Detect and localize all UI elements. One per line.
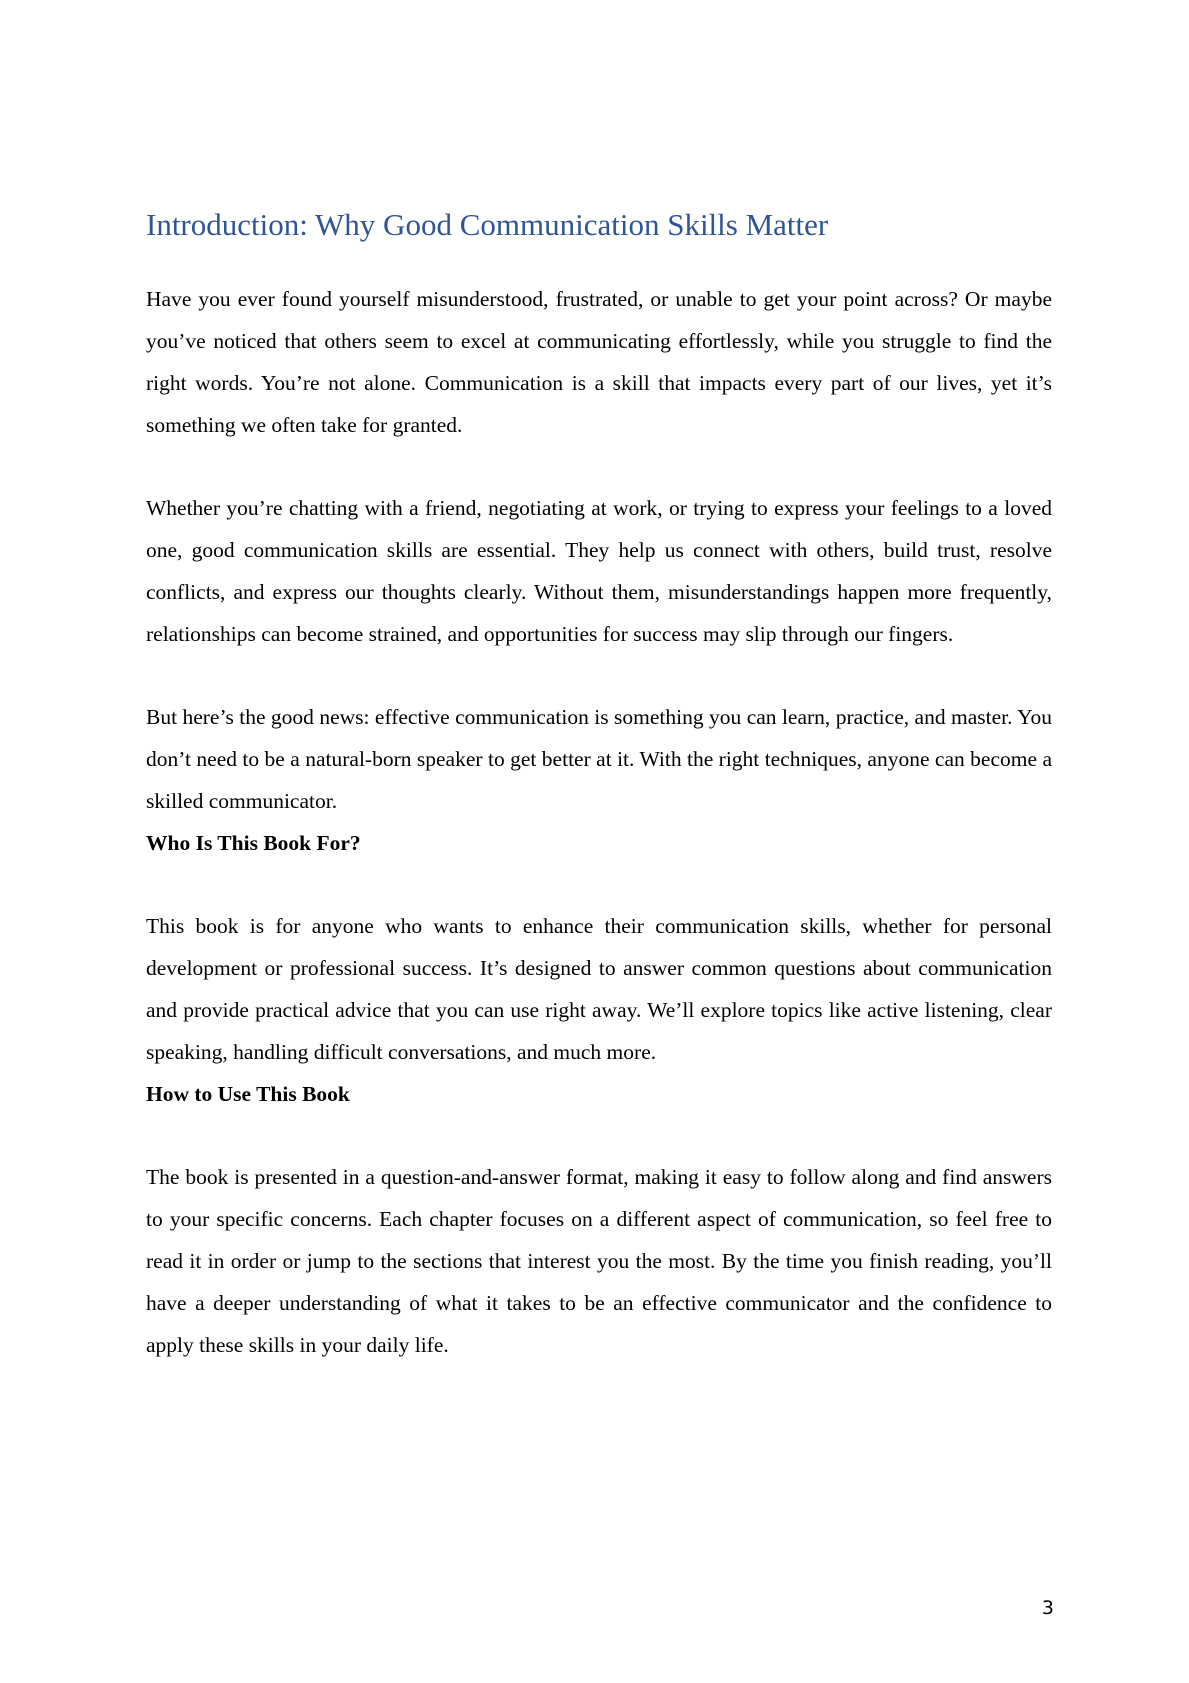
page-title: Introduction: Why Good Communication Skills Matter — [146, 207, 829, 242]
intro-paragraph-1: Have you ever found yourself misunderstood, frustrated, or unable to get your point across? Or maybe you’ve noticed that others seem to excel at communicating effortlessly, while you struggle to find the right words. You’re not alone. Communication is a skill that impacts every part of our lives, yet it’s something we often take for granted. — [146, 287, 1052, 437]
section-heading-who: Who Is This Book For? — [146, 831, 361, 855]
intro-paragraph-2: Whether you’re chatting with a friend, negotiating at work, or trying to express your feelings to a loved one, good communication skills are essential. They help us connect with others, build trust, resolve conflicts, and express our thoughts clearly. Without them, misunderstandings happen more frequently, relationships can become strained, and opportunities for success may slip through our fingers. — [146, 496, 1052, 646]
intro-paragraph-3: But here’s the good news: effective communication is something you can learn, practice, and master. You don’t need to be a natural-born speaker to get better at it. With the right techniques, anyone can become a skilled communicator. — [146, 705, 1052, 813]
section-text-how: The book is presented in a question-and-answer format, making it easy to follow along and find answers to your specific concerns. Each chapter focuses on a different aspect of communication, so feel free to read it in order or jump to the sections that interest you the most. By the time you finish reading, you’ll have a deeper understanding of what it takes to be an effective communicator and the confidence to apply these skills in your daily life. — [146, 1165, 1052, 1357]
section-heading-how: How to Use This Book — [146, 1082, 350, 1106]
page-content — [146, 206, 1052, 1366]
section-text-who: This book is for anyone who wants to enhance their communication skills, whether for personal development or professional success. It’s designed to answer common questions about communication and provide practical advice that you can use right away. We’ll explore topics like active listening, clear speaking, handling difficult conversations, and much more. — [146, 914, 1052, 1064]
page-number: 3 — [1041, 1597, 1054, 1619]
